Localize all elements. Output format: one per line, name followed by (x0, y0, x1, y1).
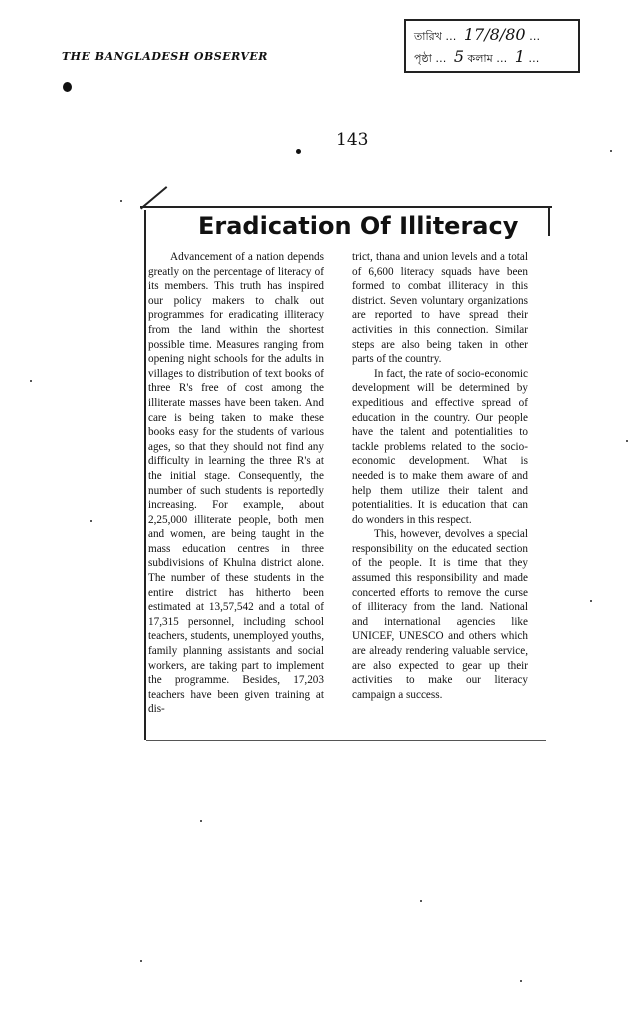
article-paragraph: trict, thana and union levels and a total of 6,600 literacy squads have been formed to combat illiteracy in this district. Seven voluntary organizations are reported to have spread their activities in this connection. Similar steps are also being taken in other parts of the country. (352, 251, 528, 366)
handwritten-page-number: 143 (336, 130, 369, 150)
paper-speck (90, 520, 92, 522)
paper-speck (610, 150, 612, 152)
paper-speck (626, 440, 628, 442)
paper-speck (30, 380, 32, 382)
article-column-left (148, 250, 324, 717)
article-headline: Eradication Of Illiteracy (198, 212, 519, 240)
paper-speck (120, 200, 122, 202)
clipping-border-right (548, 206, 550, 236)
clipping-corner-mark (140, 186, 189, 235)
article-paragraph: Advancement of a nation depends greatly on the percentage of literacy of its members. This truth has inspired our policy makers to chalk out programmes for eradicating illiteracy from the land within the shortest possible time. Measures ranging from opening night schools for the adults in villages to distribution of text books of three R's free of cost among the illiterate masses have been taken. And care is being taken to make these books easy for the students of various ages, so that they should not find any difficulty in learning the three R's at the initial stage. Consequently, the number of such students is reportedly increasing. For example, about 2,25,000 illiterate people, both men and women, are being taught in the mass education centres in three subdivisions of Khulna district alone. The number of these students in the entire district has hitherto been estimated at 13,57,542 and a total of 17,315 personnel, including school teachers, students, unemployed youths, family planning assistants and social workers, are taking part to implement the programme. Besides, 17,203 teachers have been given training at dis- (148, 251, 324, 716)
stamp-date-label: তারিখ (414, 30, 442, 43)
article-paragraph: This, however, devolves a special responsibility on the educated section of the people. It is time that they assumed this responsibility and made concerted efforts to remove the curse of illiteracy from the land. National and international agencies like UNICEF, UNESCO and others which are already rendering valuable service, are also expected to gear up their activities to make our literacy campaign a success. (352, 528, 528, 701)
paper-speck (590, 600, 592, 602)
paper-speck (200, 820, 202, 822)
paper-speck (520, 980, 522, 982)
stamp-column-label: কলাম (467, 52, 493, 65)
newspaper-name: THE BANGLADESH OBSERVER (62, 50, 268, 63)
paper-speck (140, 960, 142, 962)
article-paragraph: In fact, the rate of socio-economic development will be determined by expeditious and effective spread of education in the country. Our people have the talent and potentialities to tackle problems related to the socio-economic development. What is needed is to make them aware of and help them utilize their talent and potentialities. It is education that can do wonders in this respect. (352, 367, 528, 526)
stamp-page-row: পৃষ্ঠা … 5 কলাম … 1 … (414, 47, 540, 66)
ink-dot (63, 82, 72, 92)
stamp-column-value: 1 (514, 47, 525, 66)
article-column-right (352, 250, 528, 702)
article-clipping (140, 206, 552, 746)
clipping-border-bottom (146, 740, 546, 741)
ink-dot (296, 149, 301, 154)
stamp-page-label: পৃষ্ঠা (414, 52, 432, 65)
clipping-border-left (144, 210, 146, 740)
paper-speck (420, 900, 422, 902)
clipping-border-top (140, 206, 552, 208)
stamp-date-row: তারিখ … 17/8/80 … (414, 25, 541, 44)
stamp-date-value: 17/8/80 (463, 25, 526, 44)
stamp-page-value: 5 (453, 47, 465, 66)
archive-stamp (404, 19, 580, 73)
